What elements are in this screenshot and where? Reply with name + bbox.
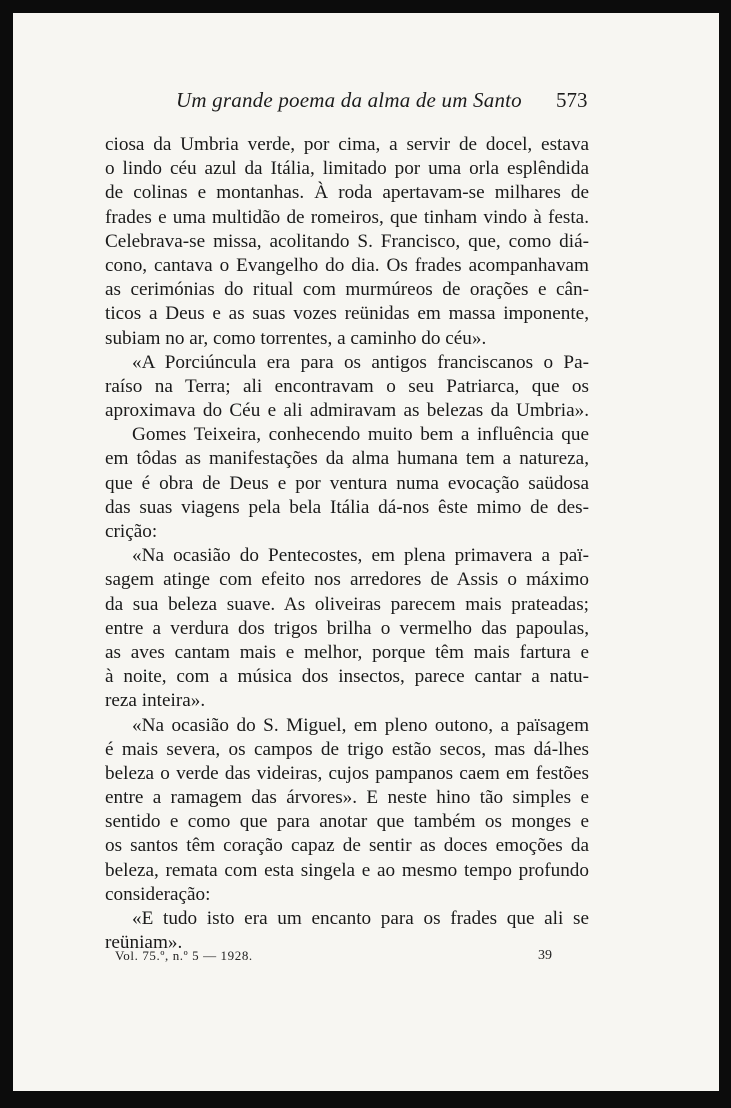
text-line: reza inteira».	[105, 690, 206, 712]
text-line: em tôdas as manifestações da alma humana tem a natureza,	[105, 448, 589, 470]
text-line: ticos a Deus e as suas vozes reünidas em massa imponente,	[105, 303, 589, 325]
text-line: «Na ocasião do S. Miguel, em pleno outono, a païsagem	[132, 714, 589, 736]
text-line: «E tudo isto era um encanto para os frades que ali se	[132, 908, 589, 929]
body-text	[105, 133, 589, 955]
text-line: aproximava do Céu e ali admiravam as belezas da Umbria».	[105, 400, 589, 422]
text-line: cono, cantava o Evangelho do dia. Os frades acompanhavam	[105, 254, 589, 276]
text-line: ciosa da Umbria verde, por cima, a servir de docel, estava	[105, 134, 589, 155]
volume-line: Vol. 75.º, n.º 5 — 1928.	[115, 948, 253, 963]
text-line: os santos têm coração capaz de sentir as doces emoções da	[105, 835, 589, 857]
text-line: as cerimónias do ritual com murmúreos de orações e cân-	[105, 279, 589, 301]
text-line: entre a verdura dos trigos brilha o vermelho das papoulas,	[105, 617, 589, 639]
text-line: da sua beleza suave. As oliveiras parecem mais prateadas;	[105, 593, 589, 615]
text-line: é mais severa, os campos de trigo estão secos, mas dá-lhes	[105, 738, 589, 760]
text-line: «Na ocasião do Pentecostes, em plena primavera a paï-	[132, 545, 589, 567]
text-line: beleza, remata com esta singela e ao mesmo tempo profundo	[105, 859, 589, 881]
signature-mark: 39	[538, 948, 552, 963]
text-line: Celebrava-se missa, acolitando S. Francisco, que, como diá-	[105, 230, 589, 252]
text-line: entre a ramagem das árvores». E neste hino tão simples e	[105, 787, 589, 809]
text-line: beleza o verde das videiras, cujos pampanos caem em festões	[105, 762, 589, 784]
text-line: à noite, com a música dos insectos, parece cantar a natu-	[105, 666, 589, 688]
text-line: o lindo céu azul da Itália, limitado por uma orla esplêndida	[105, 158, 589, 180]
text-line: sentido e como que para anotar que também os monges e	[105, 811, 589, 833]
page-header	[13, 88, 719, 118]
text-line: «A Porciúncula era para os antigos franciscanos o Pa-	[132, 351, 589, 373]
text-line: das suas viagens pela bela Itália dá-nos êste mimo de des-	[105, 496, 589, 518]
text-line: consideração:	[105, 883, 211, 905]
text-line: sagem atinge com efeito nos arredores de Assis o máximo	[105, 569, 589, 591]
page-number: 573	[556, 88, 588, 112]
text-line: reüniam».	[105, 932, 183, 954]
text-line: de colinas e montanhas. À roda apertavam-se milhares de	[105, 182, 589, 204]
text-line: que é obra de Deus e por ventura numa evocação saüdosa	[105, 472, 589, 494]
page-footer	[13, 948, 719, 968]
text-line: subiam no ar, como torrentes, a caminho do céu».	[105, 327, 487, 349]
text-line: as aves cantam mais e melhor, porque têm mais fartura e	[105, 641, 589, 663]
running-title: Um grande poema da alma de um Santo	[176, 88, 522, 112]
text-line: raíso na Terra; ali encontravam o seu Patriarca, que os	[105, 375, 589, 397]
book-page	[13, 13, 719, 1091]
text-line: crição:	[105, 521, 158, 542]
text-line: Gomes Teixeira, conhecendo muito bem a influência que	[132, 424, 589, 446]
text-line: frades e uma multidão de romeiros, que tinham vindo à festa.	[105, 206, 589, 228]
